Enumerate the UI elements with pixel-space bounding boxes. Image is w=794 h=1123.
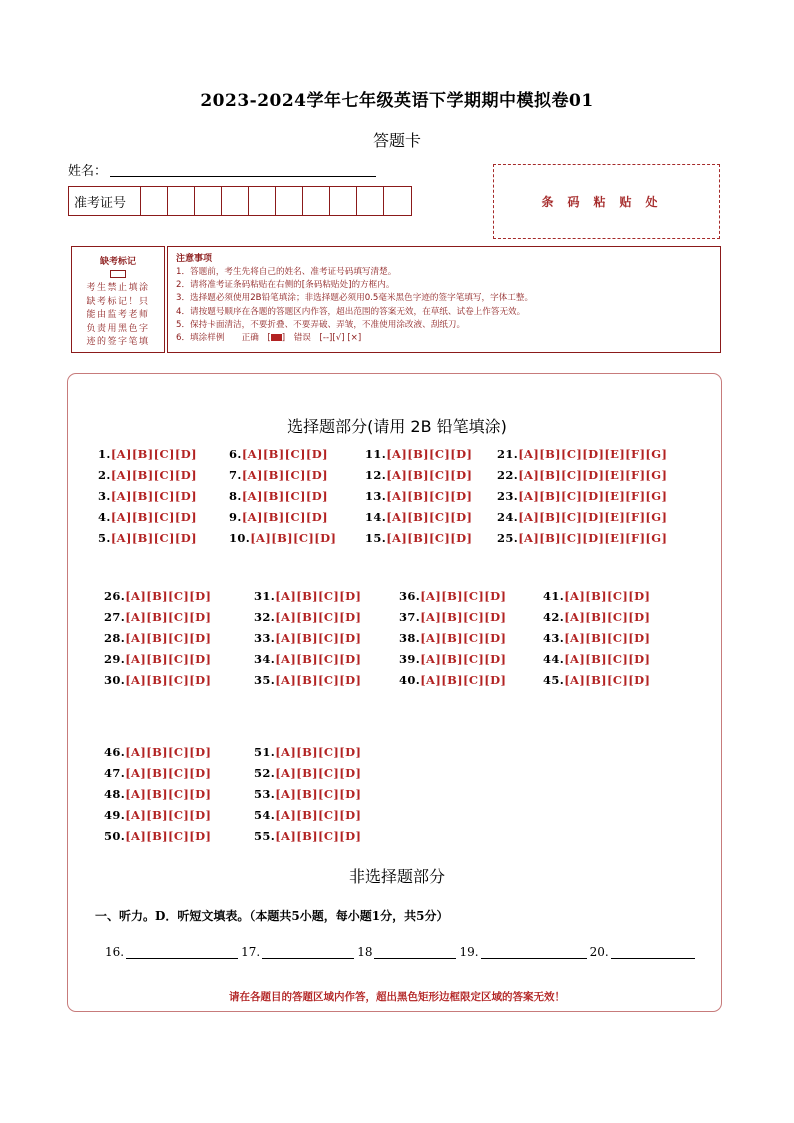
fill-sample-prefix: 6．填涂样例 正确 [: [176, 333, 271, 344]
answer-options[interactable]: [A][B][C][D]: [125, 673, 212, 687]
choice-section-heading: 选择题部分(请用 2B 铅笔填涂): [287, 417, 507, 436]
answer-options[interactable]: [A][B][C][D]: [125, 745, 212, 759]
choice-question[interactable]: [104, 745, 211, 759]
note-line: 4．请按题号顺序在各题的答题区内作答，超出范围的答案无效，在草纸、试卷上作答无效。: [176, 306, 526, 317]
question-number: 8.: [229, 489, 242, 503]
absent-line: 考生禁止填涂: [86, 283, 150, 293]
choice-question[interactable]: [543, 673, 650, 687]
answer-options[interactable]: [A][B][C][D]: [125, 829, 212, 843]
answer-options[interactable]: [A][B][C][D]: [275, 673, 362, 687]
answer-options[interactable]: [A][B][C][D]: [241, 489, 328, 503]
answer-blank-17[interactable]: [262, 946, 354, 959]
choice-question[interactable]: [365, 531, 472, 545]
absent-title: 缺考标记: [99, 257, 136, 267]
question-number: 36.: [399, 589, 421, 603]
absent-line: 迹的签字笔填: [86, 337, 150, 347]
exam-id-cell[interactable]: [384, 187, 411, 215]
page-title: 2023-2024学年七年级英语下学期期中模拟卷01: [200, 91, 594, 111]
answer-options[interactable]: [A][B][C][D]: [420, 589, 507, 603]
answer-options[interactable]: [A][B][C][D]: [564, 652, 651, 666]
notes-title: 注意事项: [176, 254, 213, 264]
choice-question[interactable]: [543, 589, 650, 603]
choice-question[interactable]: [254, 610, 361, 624]
question-number: 33.: [254, 631, 276, 645]
question-number: 30.: [104, 673, 126, 687]
absent-line: 负责用黑色字: [86, 323, 150, 334]
choice-question[interactable]: [229, 531, 336, 545]
choice-question[interactable]: [98, 489, 197, 503]
absent-instructions: [72, 282, 164, 350]
choice-question[interactable]: [254, 631, 361, 645]
note-line: 1．答题前，考生先将自己的姓名、准考证号码填写清楚。: [176, 267, 397, 277]
choice-question[interactable]: [254, 589, 361, 603]
answer-blank-19[interactable]: [481, 946, 587, 959]
answer-sheet-subtitle: 答题卡: [372, 131, 421, 150]
question-number: 6.: [229, 447, 242, 461]
question-number: 4.: [98, 510, 111, 524]
choice-question[interactable]: [254, 766, 361, 780]
answer-blank-18[interactable]: [374, 946, 456, 959]
answer-options[interactable]: [A][B][C][D]: [275, 589, 362, 603]
note-line: 5．保持卡面清洁，不要折叠、不要弄破、弄皱，不准使用涂改液、刮纸刀。: [176, 319, 466, 330]
absent-mark-checkbox[interactable]: [110, 270, 126, 278]
answer-options[interactable]: [A][B][C][D]: [275, 610, 362, 624]
exam-id-row: [68, 186, 412, 216]
exam-id-cell[interactable]: [141, 187, 168, 215]
footer-warning: 请在各题目的答题区域内作答，超出黑色矩形边框限定区域的答案无效！: [229, 991, 565, 1003]
question-number: 37.: [399, 610, 421, 624]
note-line: 2．请将准考证条码粘贴在右侧的[条码粘贴处]的方框内。: [176, 280, 395, 291]
answer-options[interactable]: [A][B][C][D]: [275, 829, 362, 843]
choice-question[interactable]: [254, 829, 361, 843]
answer-options[interactable]: [A][B][C][D]: [125, 589, 212, 603]
choice-question[interactable]: [543, 652, 650, 666]
choice-question[interactable]: [254, 808, 361, 822]
question-number: 27.: [104, 610, 126, 624]
question-number: 48.: [104, 787, 126, 801]
choice-question[interactable]: [104, 766, 211, 780]
answer-options[interactable]: [A][B][C][D]: [125, 808, 212, 822]
question-number: 14.: [365, 510, 387, 524]
choice-question[interactable]: [229, 447, 328, 461]
notes-box: [167, 246, 721, 353]
choice-question[interactable]: [104, 808, 211, 822]
answer-options[interactable]: [A][B][C][D]: [420, 652, 507, 666]
nonchoice-section-heading: 非选择题部分: [348, 867, 445, 886]
choice-question[interactable]: [254, 673, 361, 687]
question-number: 2.: [98, 468, 111, 482]
answer-options[interactable]: [A][B][C][D]: [275, 652, 362, 666]
choice-question[interactable]: [104, 787, 211, 801]
answer-options[interactable]: [A][B][C][D]: [420, 631, 507, 645]
choice-question[interactable]: [543, 610, 650, 624]
exam-id-cell[interactable]: [330, 187, 357, 215]
choice-question[interactable]: [497, 447, 667, 461]
exam-id-label: 准考证号: [69, 187, 141, 215]
choice-question[interactable]: [254, 652, 361, 666]
question-number: 28.: [104, 631, 126, 645]
answer-options[interactable]: [A][B][C][D]: [241, 447, 328, 461]
choice-question[interactable]: [399, 631, 506, 645]
choice-question[interactable]: [229, 510, 328, 524]
question-number: 54.: [254, 808, 276, 822]
answer-options[interactable]: [A][B][C][D]: [125, 652, 212, 666]
choice-question[interactable]: [229, 468, 328, 482]
absent-line: 能由监考老师: [86, 310, 150, 320]
question-number: 11.: [365, 447, 387, 461]
choice-question[interactable]: [497, 510, 667, 524]
blank-number: 20.: [589, 945, 609, 959]
listening-blanks: [105, 945, 698, 959]
exam-id-cell[interactable]: [276, 187, 303, 215]
question-number: 40.: [399, 673, 421, 687]
question-number: 32.: [254, 610, 276, 624]
blank-number: 16.: [105, 945, 125, 959]
question-number: 25.: [497, 531, 519, 545]
exam-id-cell[interactable]: [303, 187, 330, 215]
question-number: 47.: [104, 766, 126, 780]
answer-options[interactable]: [A][B][C][D]: [250, 531, 337, 545]
choice-question[interactable]: [365, 447, 472, 461]
exam-id-cell[interactable]: [222, 187, 249, 215]
answer-options[interactable]: [A][B][C][D]: [110, 510, 197, 524]
listening-heading: 一、听力。D．听短文填表。（本题共5小题，每小题1分，共5分）: [95, 909, 449, 923]
answer-options[interactable]: [A][B][C][D][E][F][G]: [518, 531, 668, 545]
answer-options[interactable]: [A][B][C][D]: [275, 808, 362, 822]
fill-sample-suffix: ] 错误 [--][√] [×]: [281, 333, 362, 344]
answer-options[interactable]: [A][B][C][D][E][F][G]: [518, 447, 668, 461]
answer-options[interactable]: [A][B][C][D][E][F][G]: [518, 489, 668, 503]
question-number: 9.: [229, 510, 242, 524]
answer-options[interactable]: [A][B][C][D]: [386, 489, 473, 503]
question-number: 38.: [399, 631, 421, 645]
choice-question[interactable]: [365, 468, 472, 482]
choice-question[interactable]: [98, 447, 197, 461]
question-number: 51.: [254, 745, 276, 759]
answer-options[interactable]: [A][B][C][D]: [386, 531, 473, 545]
answer-options[interactable]: [A][B][C][D]: [110, 531, 197, 545]
answer-options[interactable]: [A][B][C][D][E][F][G]: [518, 510, 668, 524]
name-field[interactable]: [110, 176, 376, 177]
question-number: 41.: [543, 589, 565, 603]
choice-question[interactable]: [497, 489, 667, 503]
choice-question[interactable]: [104, 631, 211, 645]
choice-question[interactable]: [365, 510, 472, 524]
blank-number: 18: [357, 945, 373, 959]
question-number: 1.: [98, 447, 111, 461]
exam-id-cell[interactable]: [357, 187, 384, 215]
choice-question[interactable]: [254, 787, 361, 801]
answer-options[interactable]: [A][B][C][D]: [110, 468, 197, 482]
question-number: 12.: [365, 468, 387, 482]
choice-question[interactable]: [365, 489, 472, 503]
choice-question[interactable]: [497, 468, 667, 482]
question-number: 26.: [104, 589, 126, 603]
choice-question[interactable]: [98, 510, 197, 524]
answer-options[interactable]: [A][B][C][D]: [386, 510, 473, 524]
question-number: 3.: [98, 489, 111, 503]
choice-question[interactable]: [254, 745, 361, 759]
answer-options[interactable]: [A][B][C][D]: [125, 610, 212, 624]
question-number: 7.: [229, 468, 242, 482]
answer-options[interactable]: [A][B][C][D]: [386, 447, 473, 461]
question-number: 29.: [104, 652, 126, 666]
answer-options[interactable]: [A][B][C][D]: [125, 631, 212, 645]
answer-blank-20[interactable]: [611, 946, 695, 959]
question-number: 23.: [497, 489, 519, 503]
answer-blank-16[interactable]: [126, 946, 238, 959]
answer-options[interactable]: [A][B][C][D]: [110, 447, 197, 461]
blank-number: 17.: [241, 945, 261, 959]
choice-question[interactable]: [229, 489, 328, 503]
choice-question[interactable]: [399, 652, 506, 666]
exam-id-cell[interactable]: [249, 187, 276, 215]
barcode-area: 条码粘贴处: [493, 164, 720, 239]
answer-options[interactable]: [A][B][C][D]: [125, 787, 212, 801]
name-label: 姓名：: [68, 164, 108, 179]
question-number: 55.: [254, 829, 276, 843]
answer-options[interactable]: [A][B][C][D]: [110, 489, 197, 503]
choice-question[interactable]: [104, 673, 211, 687]
choice-question[interactable]: [543, 631, 650, 645]
question-number: 5.: [98, 531, 111, 545]
choice-question[interactable]: [98, 531, 197, 545]
choice-question[interactable]: [104, 829, 211, 843]
answer-options[interactable]: [A][B][C][D]: [125, 766, 212, 780]
answer-options[interactable]: [A][B][C][D]: [275, 766, 362, 780]
answer-options[interactable]: [A][B][C][D]: [420, 610, 507, 624]
question-number: 53.: [254, 787, 276, 801]
filled-sample-icon: [271, 334, 282, 341]
question-number: 10.: [229, 531, 251, 545]
answer-options[interactable]: [A][B][C][D]: [564, 673, 651, 687]
answer-options[interactable]: [A][B][C][D]: [241, 468, 328, 482]
question-number: 35.: [254, 673, 276, 687]
choice-question[interactable]: [399, 610, 506, 624]
answer-options[interactable]: [A][B][C][D]: [386, 468, 473, 482]
question-number: 52.: [254, 766, 276, 780]
choice-question[interactable]: [497, 531, 667, 545]
question-number: 15.: [365, 531, 387, 545]
answer-options[interactable]: [A][B][C][D]: [275, 745, 362, 759]
answer-options[interactable]: [A][B][C][D]: [420, 673, 507, 687]
choice-question[interactable]: [98, 468, 197, 482]
question-number: 46.: [104, 745, 126, 759]
answer-options[interactable]: [A][B][C][D]: [564, 631, 651, 645]
choice-question[interactable]: [399, 589, 506, 603]
question-number: 13.: [365, 489, 387, 503]
question-number: 43.: [543, 631, 565, 645]
question-number: 45.: [543, 673, 565, 687]
absent-line: 缺考标记！只: [86, 296, 150, 307]
answer-options[interactable]: [A][B][C][D]: [275, 787, 362, 801]
question-number: 34.: [254, 652, 276, 666]
answer-options[interactable]: [A][B][C][D][E][F][G]: [518, 468, 668, 482]
exam-id-cell[interactable]: [168, 187, 195, 215]
absent-mark-box: [71, 246, 165, 353]
question-number: 39.: [399, 652, 421, 666]
choice-question[interactable]: [399, 673, 506, 687]
question-number: 22.: [497, 468, 519, 482]
exam-id-cell[interactable]: [195, 187, 222, 215]
question-number: 24.: [497, 510, 519, 524]
note-line: 3．选择题必须使用2B铅笔填涂；非选择题必须用0.5毫米黑色字迹的签字笔填写，字体工整。: [176, 293, 534, 304]
answer-options[interactable]: [A][B][C][D]: [241, 510, 328, 524]
question-number: 50.: [104, 829, 126, 843]
answer-options[interactable]: [A][B][C][D]: [564, 610, 651, 624]
question-number: 21.: [497, 447, 519, 461]
choice-question[interactable]: [104, 589, 211, 603]
question-number: 42.: [543, 610, 565, 624]
choice-question[interactable]: [104, 652, 211, 666]
question-number: 44.: [543, 652, 565, 666]
question-number: 49.: [104, 808, 126, 822]
blank-number: 19.: [459, 945, 479, 959]
question-number: 31.: [254, 589, 276, 603]
choice-question[interactable]: [104, 610, 211, 624]
answer-options[interactable]: [A][B][C][D]: [564, 589, 651, 603]
answer-options[interactable]: [A][B][C][D]: [275, 631, 362, 645]
fill-sample-line: [176, 332, 712, 345]
